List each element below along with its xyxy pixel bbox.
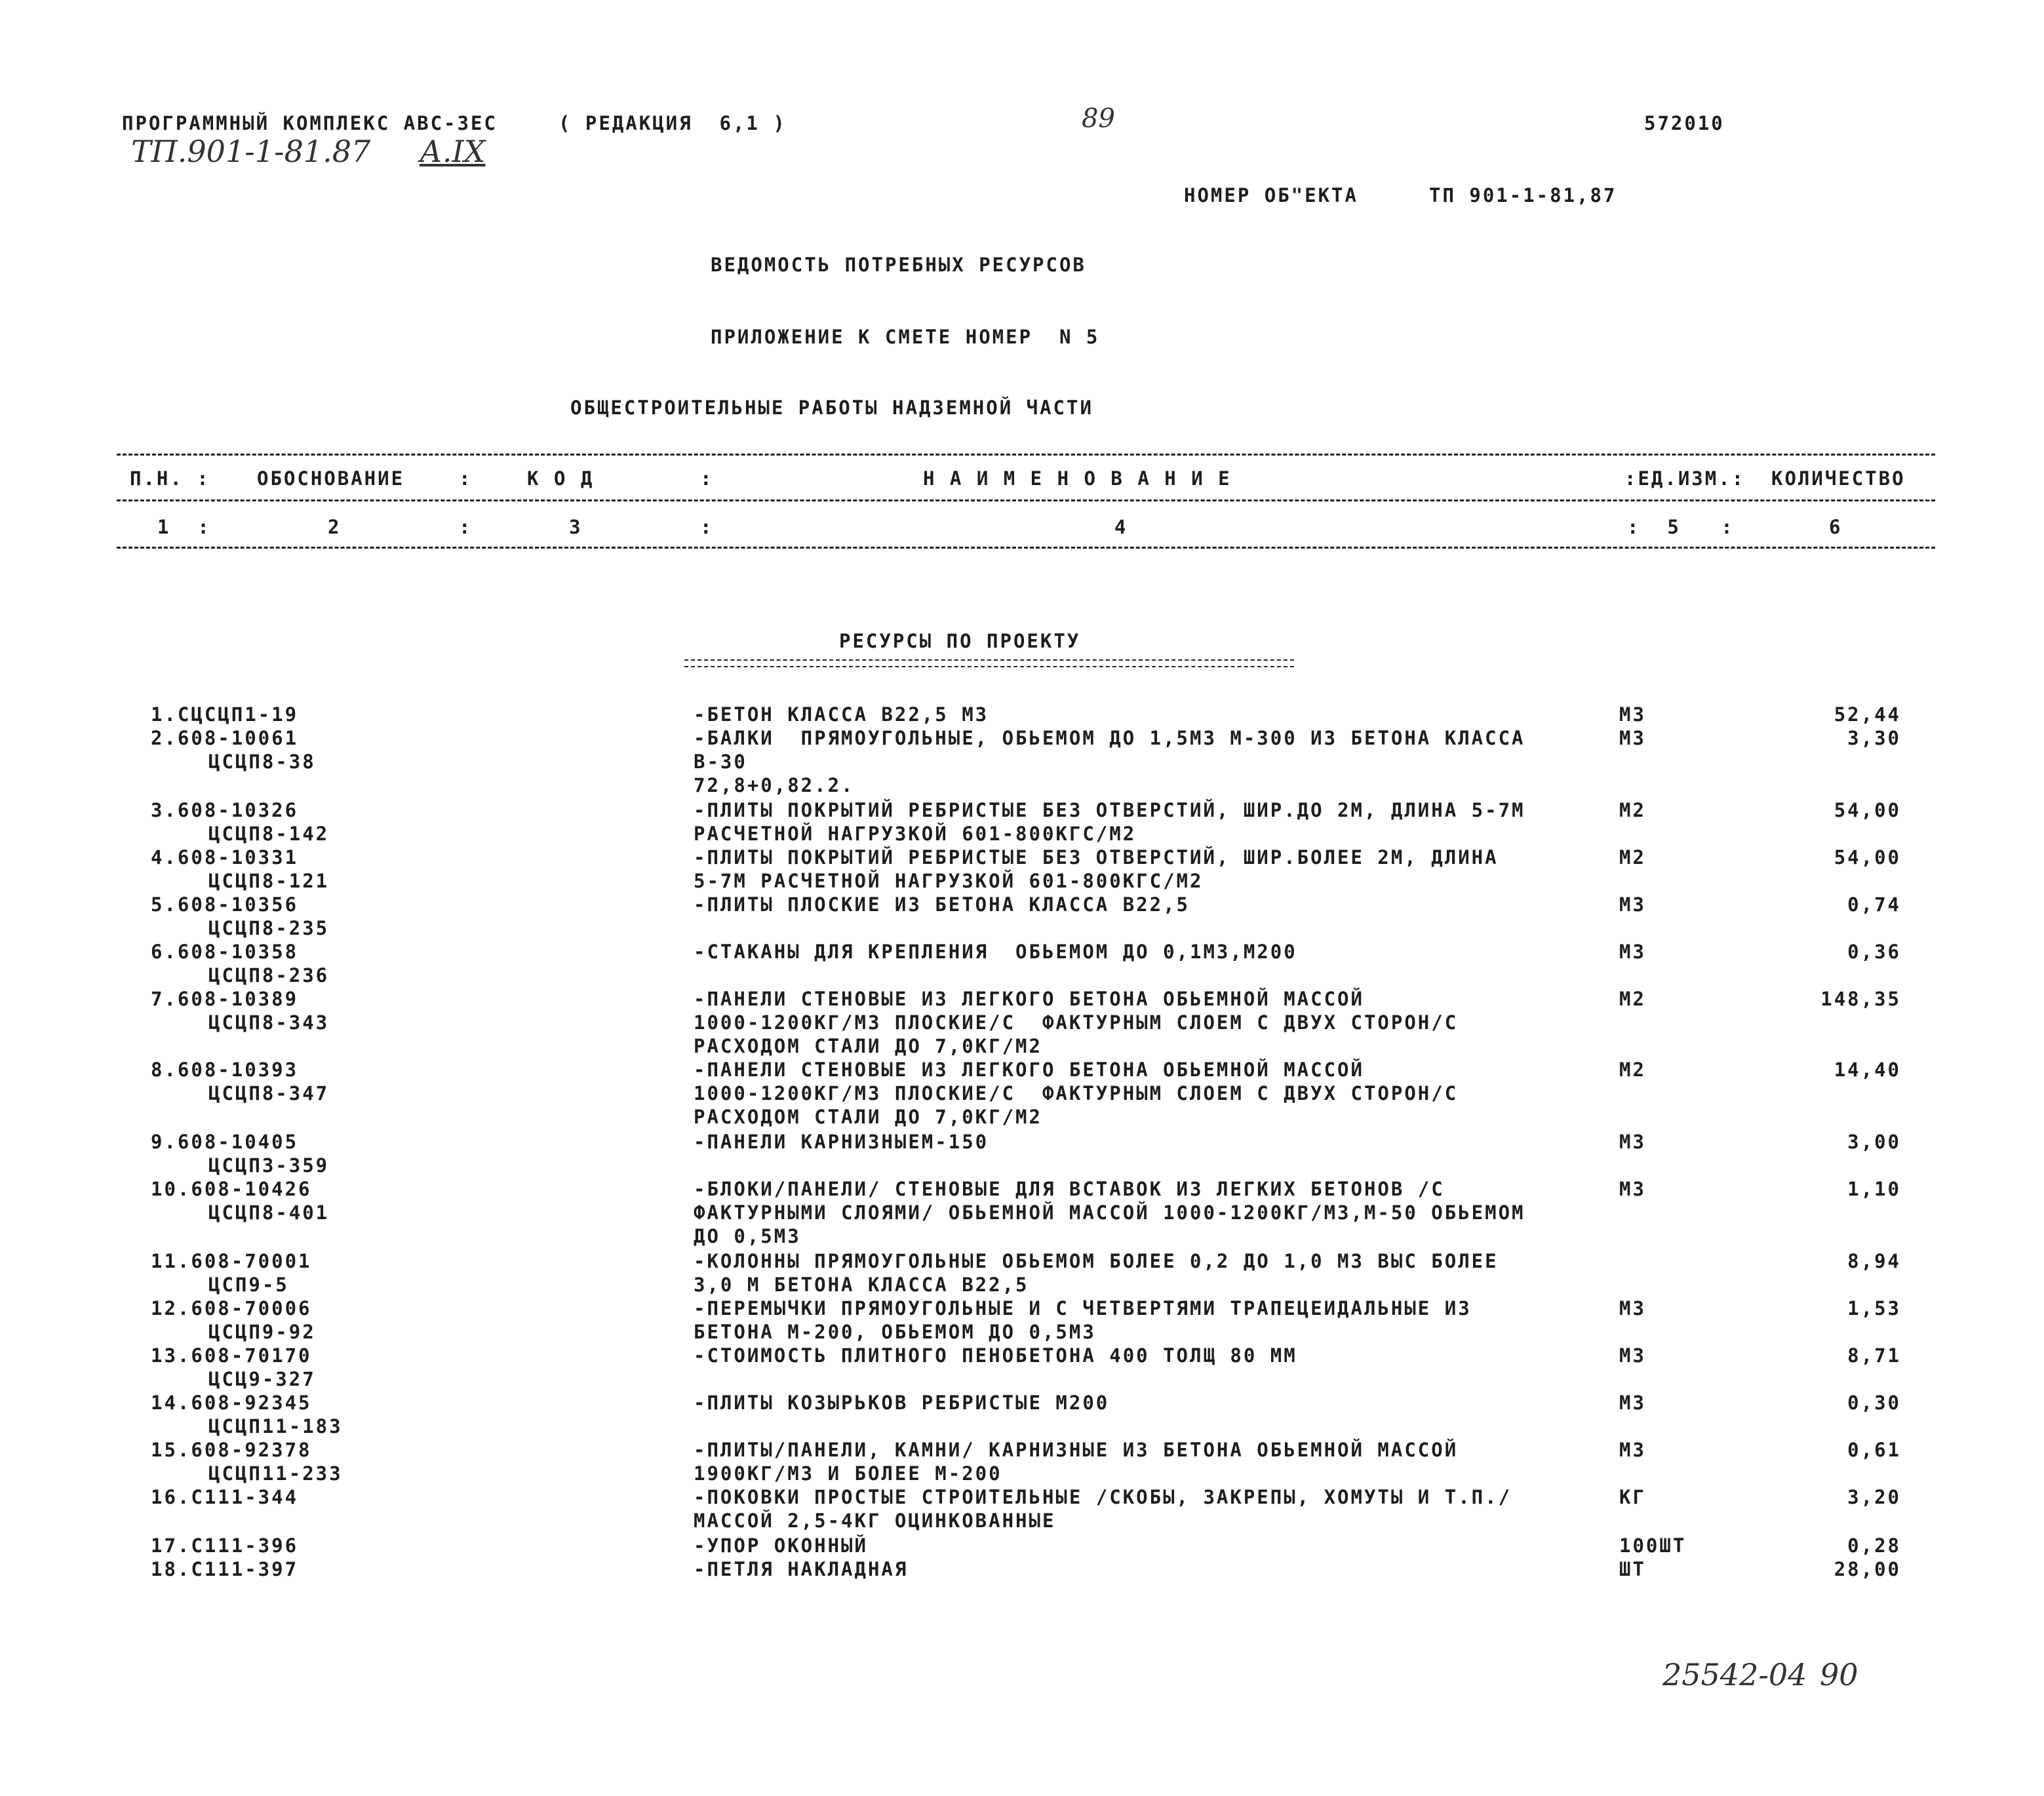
row-price-code: ЦСЦП3-359 bbox=[208, 1154, 330, 1177]
row-code bbox=[151, 1177, 649, 1224]
row-unit: М3 bbox=[1619, 703, 1646, 726]
row-quantity: 28,00 bbox=[1834, 1558, 1901, 1580]
row-unit: М3 bbox=[1619, 1392, 1646, 1414]
table-row bbox=[0, 726, 2044, 796]
handwritten-project-number: ТП.901-1-81.87 bbox=[131, 134, 371, 169]
row-unit: М3 bbox=[1619, 1131, 1646, 1153]
row-name-line: РАСХОДОМ СТАЛИ ДО 7,0КГ/М2 bbox=[694, 1035, 1042, 1057]
row-number-basis: 15.608-92378 bbox=[151, 1439, 312, 1461]
row-number-basis: 8.608-10393 bbox=[151, 1059, 299, 1081]
row-quantity: 8,94 bbox=[1847, 1250, 1901, 1272]
row-unit: М3 bbox=[1619, 1297, 1646, 1319]
row-number-basis: 9.608-10405 bbox=[151, 1131, 299, 1153]
table-header-rule bbox=[117, 499, 1935, 501]
row-quantity: 3,20 bbox=[1847, 1486, 1901, 1508]
row-name-line: 1000-1200КГ/М3 ПЛОСКИЕ/С ФАКТУРНЫМ СЛОЕМ С ДВУХ СТОРОН/С bbox=[694, 1011, 1459, 1034]
row-unit: 100ШТ bbox=[1619, 1534, 1687, 1557]
col-header-separator: : bbox=[700, 467, 714, 490]
row-unit: ШТ bbox=[1619, 1558, 1646, 1580]
row-unit: М3 bbox=[1619, 1178, 1646, 1200]
row-code bbox=[151, 726, 649, 773]
row-name-line: 72,8+0,82.2. bbox=[694, 774, 855, 796]
col-header-code: К О Д bbox=[527, 467, 595, 490]
row-price-code: ЦСЦП8-343 bbox=[208, 1011, 330, 1034]
row-number-basis: 12.608-70006 bbox=[151, 1297, 312, 1319]
row-unit: М2 bbox=[1619, 988, 1646, 1010]
row-price-code: ЦСЦ9-327 bbox=[208, 1368, 316, 1390]
row-code bbox=[151, 1534, 649, 1557]
table-row bbox=[0, 1177, 2044, 1247]
document-title: ВЕДОМОСТЬ ПОТРЕБНЫХ РЕСУРСОВ bbox=[711, 254, 1086, 276]
row-name-line: В-30 bbox=[694, 751, 747, 773]
row-quantity: 54,00 bbox=[1834, 799, 1901, 821]
row-name bbox=[694, 1297, 1611, 1344]
row-number-basis: 16.С111-344 bbox=[151, 1486, 299, 1508]
row-code bbox=[151, 798, 649, 846]
row-name-line: РАСХОДОМ СТАЛИ ДО 7,0КГ/М2 bbox=[694, 1106, 1042, 1128]
col-header-separator: : bbox=[459, 467, 473, 490]
row-code bbox=[151, 1391, 649, 1438]
row-name bbox=[694, 1249, 1611, 1297]
edition-label: ( РЕДАКЦИЯ 6,1 ) bbox=[559, 112, 787, 134]
row-number-basis: 3.608-10326 bbox=[151, 799, 299, 821]
row-unit: М3 bbox=[1619, 893, 1646, 916]
row-name bbox=[694, 1438, 1611, 1485]
page-number: 89 bbox=[1082, 104, 1115, 134]
row-name-line: -БАЛКИ ПРЯМОУГОЛЬНЫЕ, ОБЬЕМОМ ДО 1,5М3 М-300 ИЗ БЕТОНА КЛАССА bbox=[694, 727, 1525, 749]
row-price-code: ЦСЦП8-38 bbox=[208, 751, 316, 773]
row-name-line: -ПЛИТЫ КОЗЫРЬКОВ РЕБРИСТЫЕ М200 bbox=[694, 1392, 1110, 1414]
row-name-line: -ПОКОВКИ ПРОСТЫЕ СТРОИТЕЛЬНЫЕ /СКОБЫ, ЗАКРЕПЫ, ХОМУТЫ И Т.П./ bbox=[694, 1486, 1512, 1508]
row-name bbox=[694, 1130, 1611, 1154]
row-unit: КГ bbox=[1619, 1486, 1646, 1508]
row-name bbox=[694, 987, 1611, 1058]
row-name bbox=[694, 1058, 1611, 1129]
row-unit: М3 bbox=[1619, 727, 1646, 749]
row-price-code: ЦСЦП8-142 bbox=[208, 823, 330, 845]
row-price-code: ЦСЦП9-92 bbox=[208, 1321, 316, 1343]
row-name-line: 3,0 М БЕТОНА КЛАССА В22,5 bbox=[694, 1274, 1029, 1296]
table-row bbox=[0, 1438, 2044, 1485]
row-unit: М3 bbox=[1619, 941, 1646, 963]
row-quantity: 0,74 bbox=[1847, 893, 1901, 916]
row-number-basis: 18.С111-397 bbox=[151, 1558, 299, 1580]
row-code bbox=[151, 1058, 649, 1105]
col-header-quantity: КОЛИЧЕСТВО bbox=[1771, 467, 1906, 490]
row-name-line: -БЕТОН КЛАССА В22,5 М3 bbox=[694, 703, 989, 726]
row-quantity: 1,53 bbox=[1847, 1297, 1901, 1319]
row-code bbox=[151, 1249, 649, 1297]
col-number-5: : 5 : bbox=[1627, 516, 1735, 538]
row-quantity: 0,30 bbox=[1847, 1392, 1901, 1414]
col-header-unit: :ЕД.ИЗМ.: bbox=[1624, 467, 1746, 490]
object-number-label: НОМЕР ОБ"ЕКТА bbox=[1184, 184, 1358, 206]
col-number-1: 1 : bbox=[157, 516, 211, 538]
col-number-separator: : bbox=[459, 516, 473, 538]
col-header-name: Н А И М Е Н О В А Н И Е bbox=[923, 467, 1232, 490]
table-row bbox=[0, 703, 2044, 729]
row-price-code: ЦСЦП8-236 bbox=[208, 964, 330, 986]
row-name bbox=[694, 1391, 1611, 1415]
row-unit: М2 bbox=[1619, 846, 1646, 869]
table-row bbox=[0, 1130, 2044, 1177]
row-name bbox=[694, 703, 1611, 726]
row-name bbox=[694, 1485, 1611, 1532]
col-header-basis: ОБОСНОВАНИЕ bbox=[257, 467, 405, 490]
row-name-line: 1900КГ/М3 И БОЛЕЕ М-200 bbox=[694, 1462, 1002, 1485]
row-quantity: 3,00 bbox=[1847, 1131, 1901, 1153]
table-row bbox=[0, 940, 2044, 986]
row-code bbox=[151, 1485, 649, 1509]
row-quantity: 52,44 bbox=[1834, 703, 1901, 726]
program-name: ПРОГРАММНЫЙ КОМПЛЕКС АВС-ЗЕС bbox=[122, 112, 498, 134]
row-price-code: ЦСЦП11-183 bbox=[208, 1415, 343, 1437]
row-name bbox=[694, 1177, 1611, 1248]
row-number-basis: 17.С111-396 bbox=[151, 1534, 299, 1557]
row-unit: М3 bbox=[1619, 1344, 1646, 1367]
row-unit: М3 bbox=[1619, 1439, 1646, 1461]
row-name-line: 5-7М РАСЧЕТНОЙ НАГРУЗКОЙ 601-800КГС/М2 bbox=[694, 870, 1204, 892]
table-row bbox=[0, 846, 2044, 892]
row-name bbox=[694, 798, 1611, 846]
row-name-line: -БЛОКИ/ПАНЕЛИ/ СТЕНОВЫЕ ДЛЯ ВСТАВОК ИЗ ЛЕГКИХ БЕТОНОВ /С bbox=[694, 1178, 1445, 1200]
handwritten-album-number: А.IX bbox=[420, 134, 486, 169]
table-row bbox=[0, 798, 2044, 845]
row-quantity: 0,36 bbox=[1847, 941, 1901, 963]
row-name bbox=[694, 1557, 1611, 1581]
object-number-value: ТП 901-1-81,87 bbox=[1429, 184, 1617, 206]
row-number-basis: 7.608-10389 bbox=[151, 988, 299, 1010]
row-code bbox=[151, 1130, 649, 1177]
table-top-rule bbox=[117, 454, 1935, 456]
table-row bbox=[0, 1557, 2044, 1584]
row-name-line: -ПЛИТЫ ПОКРЫТИЙ РЕБРИСТЫЕ БЕЗ ОТВЕРСТИЙ, ШИР.ДО 2М, ДЛИНА 5-7М bbox=[694, 799, 1525, 821]
estimate-appendix-title: ПРИЛОЖЕНИЕ К СМЕТЕ НОМЕР N 5 bbox=[711, 326, 1100, 348]
row-code bbox=[151, 846, 649, 893]
table-row bbox=[0, 1344, 2044, 1390]
row-price-code: ЦСЦП8-347 bbox=[208, 1082, 330, 1104]
doc-code: 572010 bbox=[1644, 112, 1725, 134]
row-name-line: ДО 0,5М3 bbox=[694, 1225, 801, 1247]
row-name bbox=[694, 1344, 1611, 1367]
col-header-number: П.Н. : bbox=[130, 467, 210, 490]
row-name-line: 1000-1200КГ/М3 ПЛОСКИЕ/С ФАКТУРНЫМ СЛОЕМ С ДВУХ СТОРОН/С bbox=[694, 1082, 1459, 1104]
row-quantity: 14,40 bbox=[1834, 1059, 1901, 1081]
table-header-bottom-rule bbox=[117, 547, 1935, 549]
row-number-basis: 5.608-10356 bbox=[151, 893, 299, 916]
row-quantity: 0,28 bbox=[1847, 1534, 1901, 1557]
col-number-separator: : bbox=[700, 516, 714, 538]
table-row bbox=[0, 1534, 2044, 1560]
row-code bbox=[151, 987, 649, 1034]
row-name-line: -СТАКАНЫ ДЛЯ КРЕПЛЕНИЯ ОБЬЕМОМ ДО 0,1М3,М200 bbox=[694, 941, 1297, 963]
col-number-2: 2 bbox=[328, 516, 342, 538]
row-name-line: -ПЛИТЫ/ПАНЕЛИ, КАМНИ/ КАРНИЗНЫЕ ИЗ БЕТОНА ОБЬЕМНОЙ МАССОЙ bbox=[694, 1439, 1459, 1461]
row-name-line: -ПАНЕЛИ КАРНИЗНЫЕМ-150 bbox=[694, 1131, 989, 1153]
row-unit: М2 bbox=[1619, 1059, 1646, 1081]
row-code bbox=[151, 1297, 649, 1344]
row-name-line: -ПЛИТЫ ПЛОСКИЕ ИЗ БЕТОНА КЛАССА В22,5 bbox=[694, 893, 1190, 916]
row-code bbox=[151, 1438, 649, 1485]
table-row bbox=[0, 987, 2044, 1057]
row-code bbox=[151, 703, 649, 726]
col-number-6: 6 bbox=[1829, 516, 1843, 538]
row-number-basis: 1.СЦСЦП1-19 bbox=[151, 703, 299, 726]
row-quantity: 3,30 bbox=[1847, 727, 1901, 749]
row-price-code: ЦСЦП8-401 bbox=[208, 1201, 330, 1224]
row-name-line: -ПАНЕЛИ СТЕНОВЫЕ ИЗ ЛЕГКОГО БЕТОНА ОБЬЕМНОЙ МАССОЙ bbox=[694, 988, 1364, 1010]
works-section-title: ОБЩЕСТРОИТЕЛЬНЫЕ РАБОТЫ НАДЗЕМНОЙ ЧАСТИ bbox=[570, 397, 1093, 419]
row-price-code: ЦСЦП8-235 bbox=[208, 917, 330, 939]
section-underline bbox=[684, 666, 1294, 667]
row-code bbox=[151, 1344, 649, 1391]
row-name bbox=[694, 893, 1611, 916]
col-number-4: 4 bbox=[1114, 516, 1128, 538]
row-price-code: ЦСЦП8-121 bbox=[208, 870, 330, 892]
handwritten-page-number: 90 bbox=[1820, 1657, 1858, 1692]
table-row bbox=[0, 1058, 2044, 1128]
row-name-line: РАСЧЕТНОЙ НАГРУЗКОЙ 601-800КГС/М2 bbox=[694, 823, 1137, 845]
row-name bbox=[694, 1534, 1611, 1557]
row-name-line: -ПЕРЕМЫЧКИ ПРЯМОУГОЛЬНЫЕ И С ЧЕТВЕРТЯМИ ТРАПЕЦЕИДАЛЬНЫЕ ИЗ bbox=[694, 1297, 1472, 1319]
row-name bbox=[694, 846, 1611, 893]
col-number-3: 3 bbox=[569, 516, 583, 538]
row-quantity: 8,71 bbox=[1847, 1344, 1901, 1367]
row-number-basis: 11.608-70001 bbox=[151, 1250, 312, 1272]
row-number-basis: 13.608-70170 bbox=[151, 1344, 312, 1367]
row-number-basis: 10.608-10426 bbox=[151, 1178, 312, 1200]
row-quantity: 0,61 bbox=[1847, 1439, 1901, 1461]
row-price-code: ЦСП9-5 bbox=[208, 1274, 289, 1296]
row-number-basis: 6.608-10358 bbox=[151, 941, 299, 963]
row-name-line: БЕТОНА М-200, ОБЬЕМОМ ДО 0,5М3 bbox=[694, 1321, 1096, 1343]
row-quantity: 54,00 bbox=[1834, 846, 1901, 869]
table-row bbox=[0, 1249, 2044, 1296]
row-unit: М2 bbox=[1619, 799, 1646, 821]
row-name-line: -ПЛИТЫ ПОКРЫТИЙ РЕБРИСТЫЕ БЕЗ ОТВЕРСТИЙ, ШИР.БОЛЕЕ 2М, ДЛИНА bbox=[694, 846, 1499, 869]
row-name-line: -УПОР ОКОННЫЙ bbox=[694, 1534, 868, 1557]
row-name bbox=[694, 940, 1611, 964]
row-quantity: 148,35 bbox=[1820, 988, 1901, 1010]
row-name-line: -ПАНЕЛИ СТЕНОВЫЕ ИЗ ЛЕГКОГО БЕТОНА ОБЬЕМНОЙ МАССОЙ bbox=[694, 1059, 1364, 1081]
table-row bbox=[0, 1297, 2044, 1343]
section-underline bbox=[684, 659, 1294, 661]
row-name-line: -СТОИМОСТЬ ПЛИТНОГО ПЕНОБЕТОНА 400 ТОЛЩ 80 ММ bbox=[694, 1344, 1297, 1367]
handwritten-stamp-number: 25542-04 bbox=[1662, 1657, 1807, 1692]
table-row bbox=[0, 1485, 2044, 1532]
row-name bbox=[694, 726, 1611, 797]
row-number-basis: 14.608-92345 bbox=[151, 1392, 312, 1414]
row-code bbox=[151, 893, 649, 940]
row-number-basis: 2.608-10061 bbox=[151, 727, 299, 749]
row-name-line: ФАКТУРНЫМИ СЛОЯМИ/ ОБЬЕМНОЙ МАССОЙ 1000-1200КГ/М3,М-50 ОБЬЕМОМ bbox=[694, 1201, 1525, 1224]
table-row bbox=[0, 893, 2044, 939]
table-row bbox=[0, 1391, 2044, 1437]
section-title: РЕСУРСЫ ПО ПРОЕКТУ bbox=[839, 630, 1081, 652]
row-quantity: 1,10 bbox=[1847, 1178, 1901, 1200]
row-number-basis: 4.608-10331 bbox=[151, 846, 299, 869]
row-name-line: МАССОЙ 2,5-4КГ ОЦИНКОВАННЫЕ bbox=[694, 1510, 1056, 1532]
row-price-code: ЦСЦП11-233 bbox=[208, 1462, 343, 1485]
row-name-line: -КОЛОННЫ ПРЯМОУГОЛЬНЫЕ ОБЬЕМОМ БОЛЕЕ 0,2 ДО 1,0 М3 ВЫС БОЛЕЕ bbox=[694, 1250, 1499, 1272]
row-code bbox=[151, 940, 649, 987]
row-code bbox=[151, 1557, 649, 1581]
row-name-line: -ПЕТЛЯ НАКЛАДНАЯ bbox=[694, 1558, 909, 1580]
